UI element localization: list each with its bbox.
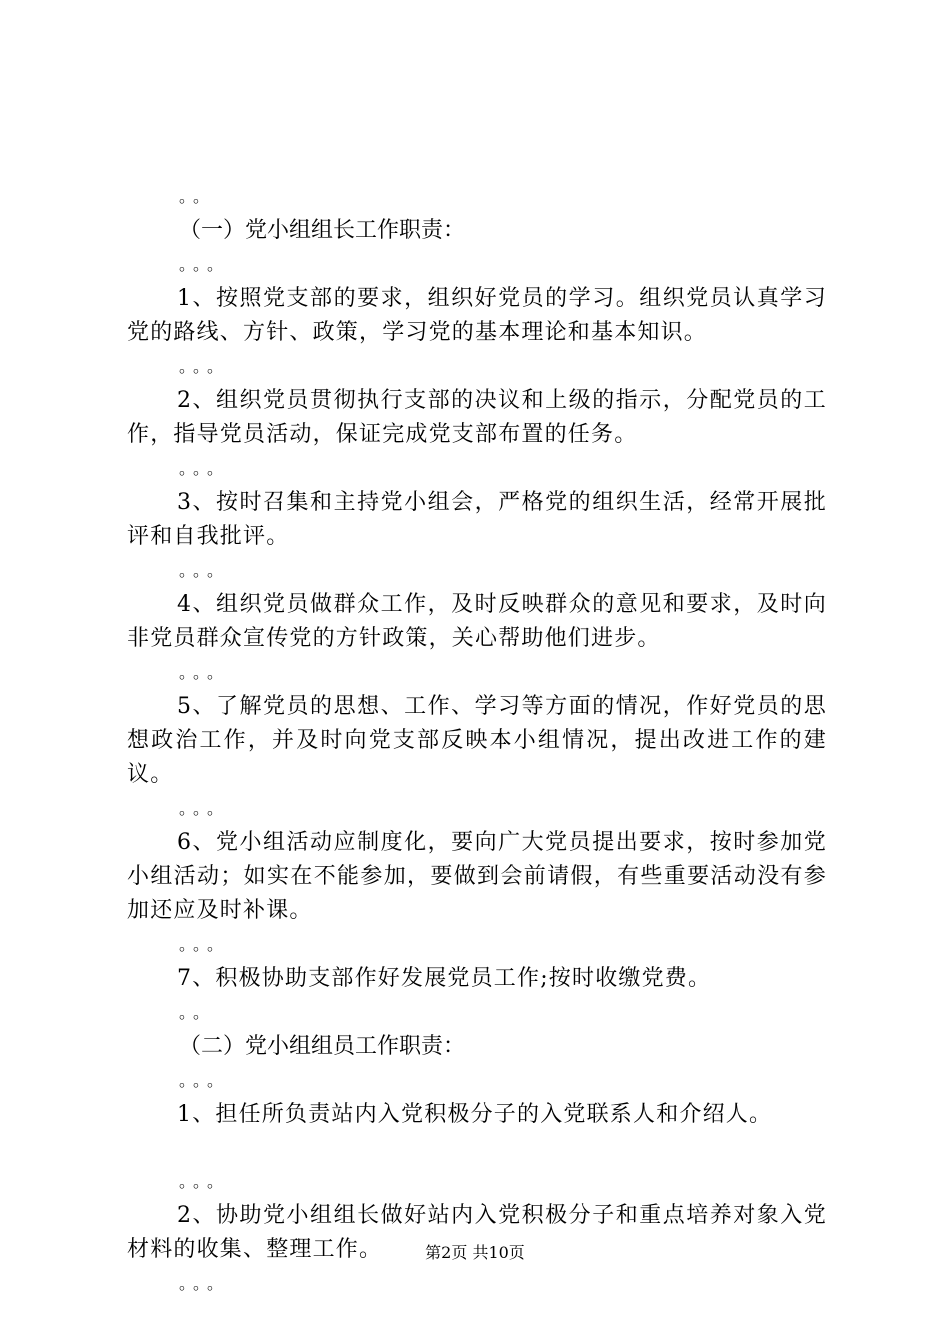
paragraph-item: 6、党小组活动应制度化，要向广大党员提出要求，按时参加党小组活动；如实在不能参加，要做到会前请假，有些重要活动没有参加还应及时补课。 xyxy=(127,830,827,923)
separator-dots: 。。。 xyxy=(179,357,230,376)
paragraph-item: 1、按照党支部的要求，组织好党员的学习。组织党员认真学习党的路线、方针、政策，学习党的基本理论和基本知识。 xyxy=(127,286,827,345)
paragraph-item: 2、组织党员贯彻执行支部的决议和上级的指示，分配党员的工作，指导党员活动，保证完成党支部布置的任务。 xyxy=(127,388,827,447)
separator-dots: 。。。 xyxy=(179,459,230,478)
paragraph-item: 3、按时召集和主持党小组会，严格党的组织生活，经常开展批评和自我批评。 xyxy=(127,490,827,549)
document-body xyxy=(127,180,827,1301)
separator-dots: 。。。 xyxy=(179,1274,230,1293)
section-heading-leader-duties: （一）党小组组长工作职责： xyxy=(179,218,466,243)
separator-dots: 。。。 xyxy=(179,663,230,682)
separator-dots: 。。。 xyxy=(179,1172,230,1191)
paragraph-item: 2、协助党小组组长做好站内入党积极分子和重点培养对象入党材料的收集、整理工作。 xyxy=(127,1203,827,1262)
separator-dots: 。。。 xyxy=(179,1071,230,1090)
paragraph-item: 5、了解党员的思想、工作、学习等方面的情况，作好党员的思想政治工作，并及时向党支部反映本小组情况，提出改进工作的建议。 xyxy=(127,694,827,787)
paragraph-item: 4、组织党员做群众工作，及时反映群众的意见和要求，及时向非党员群众宣传党的方针政策，关心帮助他们进步。 xyxy=(127,592,827,651)
separator-dots: 。。。 xyxy=(179,561,230,580)
section-heading-member-duties: （二）党小组组员工作职责： xyxy=(179,1034,466,1059)
blank-line xyxy=(127,1132,827,1165)
separator-dots: 。。。 xyxy=(179,799,230,818)
separator-dots: 。。 xyxy=(179,187,216,206)
separator-dots: 。。。 xyxy=(179,255,230,274)
paragraph-item: 1、担任所负责站内入党积极分子的入党联系人和介绍人。 xyxy=(177,1102,773,1127)
separator-dots: 。。。 xyxy=(179,935,230,954)
page-footer: 第2页 共10页 xyxy=(425,1243,525,1262)
paragraph-item: 7、积极协助支部作好发展党员工作;按时收缴党费。 xyxy=(177,966,712,991)
separator-dots: 。。 xyxy=(179,1003,216,1022)
